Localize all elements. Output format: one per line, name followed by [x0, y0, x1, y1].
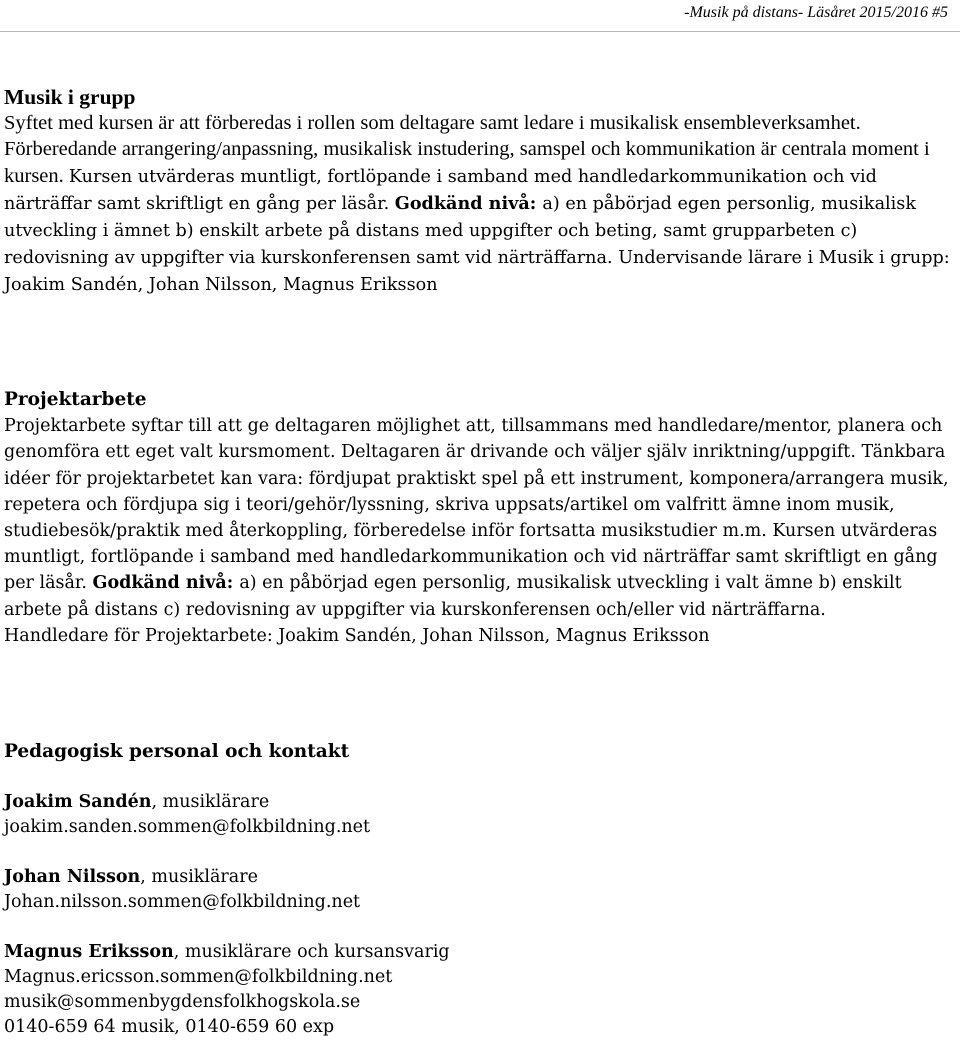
- contact-email-link[interactable]: Magnus.ericsson.sommen@folkbildning.net: [4, 967, 393, 988]
- projektarbete-body: Projektarbete syftar till att ge deltagaren möjlighet att, tillsammans med handledare/mentor, planera och genomföra ett eget valt kursmoment. Deltagaren är drivande och väljer själv inriktning/uppgift. Tänkbara idéer för projektarbetet kan vara: fördjupat praktiskt spel på ett instrument, komponera/arrangera musik, repetera och fördjupa sig i teori/gehör/lyssning, skriva uppsats/artikel om valfritt ämne inom musik, studiebesök/praktik med återkoppling, förberedelse inför fortsatta musikstudier m.m. Kursen utvärderas muntligt, fortlöpande i samband med handledarkommunikation och vid närträffar samt skriftligt en gång per läsår.: [4, 416, 949, 594]
- section-title-musik-i-grupp: Musik i grupp: [4, 85, 136, 109]
- phone-numbers: 0140-659 64 musik, 0140-659 60 exp: [4, 1017, 335, 1038]
- contact-email-link[interactable]: Johan.nilsson.sommen@folkbildning.net: [4, 892, 361, 913]
- contact-role: , musiklärare: [151, 792, 270, 813]
- pass-level-label: Godkänd nivå:: [92, 573, 240, 594]
- contact-joakim: [4, 790, 956, 840]
- section-projektarbete: [4, 387, 956, 649]
- evaluation-text: Kursen utvärderas muntligt, fortlöpande i samband med handledarkommunikation och vid närträffar samt skriftligt en gång per läsår.: [4, 166, 877, 214]
- section-title-personal: Pedagogisk personal och kontakt: [4, 741, 350, 762]
- section-personal: [4, 739, 956, 1040]
- pass-level-text: a) en påbörjad egen personlig, musikalisk utveckling i valt ämne b) enskilt arbete på distans c) redovisning av uppgifter via kurskonferensen och/eller vid närträffarna.: [4, 573, 902, 620]
- contact-magnus: [4, 940, 956, 1040]
- pass-level-text: a) en påbörjad egen personlig, musikalisk utveckling i ämnet b) enskilt arbete på distans med uppgifter och beting, samt grupparbeten c) redovisning av uppgifter via kurskonferensen samt vid närträffarna.: [4, 193, 917, 269]
- contact-name: Johan Nilsson: [4, 867, 141, 888]
- contact-role: , musiklärare och kursansvarig: [173, 942, 450, 963]
- contact-role: , musiklärare: [140, 867, 258, 888]
- page-header: [0, 0, 960, 32]
- section-musik-i-grupp: [4, 84, 956, 299]
- teachers-text: Undervisande lärare i Musik i grupp: Joakim Sandén, Johan Nilsson, Magnus Eriksson: [4, 248, 950, 296]
- contact-name: Joakim Sandén: [4, 792, 152, 813]
- contact-name: Magnus Eriksson: [4, 942, 174, 963]
- section-title-projektarbete: Projektarbete: [4, 389, 147, 410]
- supervisors-text: Handledare för Projektarbete: Joakim Sandén, Johan Nilsson, Magnus Eriksson: [4, 625, 710, 646]
- contact-email-link[interactable]: joakim.sanden.sommen@folkbildning.net: [4, 817, 371, 838]
- contact-johan: [4, 865, 956, 915]
- pass-level-label: Godkänd nivå:: [394, 192, 543, 214]
- purpose-text: Syftet med kursen är att förberedas i rollen som deltagare samt ledare i musikalisk ensembleverksamhet. Förberedande arrangering/anpassning, musikalisk instudering, samspel och kommunikation är centrala moment i kursen.: [4, 112, 930, 187]
- music-email-link[interactable]: musik@sommenbygdensfolkhogskola.se: [4, 992, 361, 1013]
- running-title: -Musik på distans- Läsåret 2015/2016 #5: [684, 4, 948, 21]
